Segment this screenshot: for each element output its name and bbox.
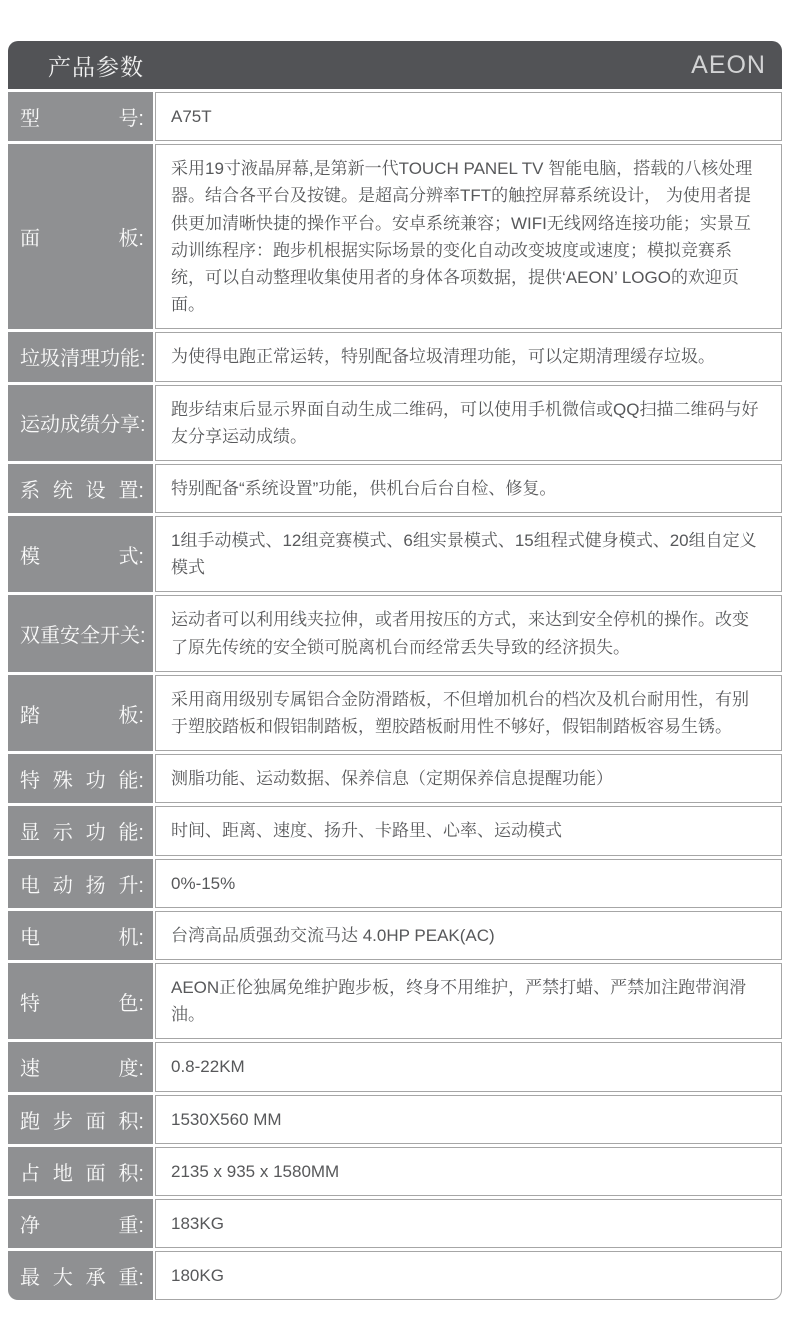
spec-row — [8, 385, 782, 461]
spec-value-cell — [155, 963, 782, 1039]
spec-row — [8, 332, 782, 381]
spec-value-text: 0%-15% — [171, 873, 236, 893]
spec-label-text: 踏 板: — [20, 704, 144, 727]
spec-label-text: 系 统 设 置: — [20, 479, 144, 502]
spec-value-text: 运动者可以利用线夹拉伸，或者用按压的方式，来达到安全停机的操作。改变了原先传统的安全锁可脱离机台而经常丢失导致的经济损失。 — [171, 610, 749, 657]
spec-value-cell — [155, 859, 782, 908]
spec-value-text: A75T — [171, 107, 212, 126]
spec-value-cell — [155, 1095, 782, 1144]
spec-label-cell — [8, 464, 153, 513]
spec-value-cell — [155, 92, 782, 141]
spec-label-text: 电 动 扬 升: — [20, 874, 144, 897]
spec-label-cell — [8, 595, 153, 671]
spec-value-cell — [155, 806, 782, 855]
spec-row — [8, 92, 782, 141]
spec-label-text: 运 动 成 绩 分 享: — [20, 414, 146, 437]
spec-row — [8, 1199, 782, 1248]
spec-value-text: 采用19寸液晶屏幕,是第新一代TOUCH PANEL TV 智能电脑，搭载的八核处理器。结合各平台及按键。是超高分辨率TFT的触控屏幕系统设计， 为使用者提供更加清晰快捷的操作平台。安卓系统兼容；WIFI无线网络连接功能；实景互动训练程序：跑步机根据实际场景的变化自动改变坡度或速度；模拟竞赛系统，可以自动整理收集使用者的身体各项数据，提供‘AEON’ LOGO的欢迎页面。 — [171, 159, 753, 315]
spec-value-text: AEON正伦独属免维护跑步板，终身不用维护，严禁打蜡、严禁加注跑带润滑油。 — [171, 977, 747, 1025]
spec-row — [8, 963, 782, 1039]
table-header — [8, 41, 782, 89]
spec-row — [8, 859, 782, 908]
spec-row — [8, 464, 782, 513]
spec-value-text: 台湾高品质强劲交流马达 4.0HP PEAK(AC) — [171, 925, 495, 945]
spec-row — [8, 1147, 782, 1196]
spec-value-cell — [155, 516, 782, 592]
spec-label-text: 模 式: — [20, 545, 144, 568]
spec-value-cell — [155, 1147, 782, 1196]
spec-rows — [8, 92, 782, 1300]
spec-label-cell — [8, 385, 153, 461]
spec-value-cell — [155, 595, 782, 671]
spec-label-cell — [8, 1147, 153, 1196]
spec-value-text: 1组手动模式、12组竞赛模式、6组实景模式、15组程式健身模式、20组自定义模式 — [171, 531, 757, 578]
spec-value-text: 为使得电跑正常运转，特别配备垃圾清理功能，可以定期清理缓存垃圾。 — [171, 347, 715, 367]
spec-value-cell — [155, 144, 782, 329]
spec-value-cell — [155, 1042, 782, 1091]
spec-label-cell — [8, 92, 153, 141]
spec-row — [8, 595, 782, 671]
spec-row — [8, 1095, 782, 1144]
spec-label-cell — [8, 144, 153, 329]
spec-label-cell — [8, 332, 153, 381]
brand-logo-text: AEON — [691, 50, 766, 79]
spec-label-text: 显 示 功 能: — [20, 822, 144, 845]
spec-value-text: 180KG — [171, 1266, 224, 1286]
spec-label-text: 垃 圾 清 理 功 能: — [20, 348, 146, 371]
spec-label-text: 型 号: — [20, 108, 144, 131]
spec-value-cell — [155, 911, 782, 960]
spec-row — [8, 1042, 782, 1091]
spec-label-text: 最 大 承 重: — [20, 1267, 144, 1290]
spec-label-text: 面 板: — [20, 228, 144, 251]
spec-value-text: 1530X560 MM — [171, 1109, 282, 1129]
spec-label-cell — [8, 1199, 153, 1248]
spec-value-text: 时间、距离、速度、扬升、卡路里、心率、运动模式 — [171, 821, 562, 841]
spec-label-cell — [8, 754, 153, 803]
spec-label-text: 特 殊 功 能: — [20, 770, 144, 793]
spec-value-cell — [155, 385, 782, 461]
spec-value-text: 采用商用级别专属铝合金防滑踏板，不但增加机台的档次及机台耐用性，有别于塑胶踏板和假铝制踏板，塑胶踏板耐用性不够好，假铝制踏板容易生锈。 — [171, 689, 749, 736]
spec-label-text: 电 机: — [20, 926, 144, 949]
spec-label-cell — [8, 675, 153, 751]
spec-value-text: 0.8-22KM — [171, 1057, 245, 1077]
spec-value-text: 跑步结束后显示界面自动生成二维码，可以使用手机微信或QQ扫描二维码与好友分享运动成绩。 — [171, 399, 759, 446]
spec-row — [8, 675, 782, 751]
spec-label-text: 净 重: — [20, 1214, 144, 1237]
spec-label-text: 速 度: — [20, 1058, 144, 1081]
spec-label-text: 特 色: — [20, 992, 144, 1015]
spec-value-cell — [155, 464, 782, 513]
spec-value-text: 测脂功能、运动数据、保养信息（定期保养信息提醒功能） — [171, 769, 613, 789]
spec-label-cell — [8, 516, 153, 592]
spec-label-cell — [8, 1251, 153, 1300]
spec-value-text: 特别配备“系统设置”功能，供机台后台自检、修复。 — [171, 478, 557, 498]
spec-label-cell — [8, 1042, 153, 1091]
spec-label-cell — [8, 911, 153, 960]
spec-label-text: 双 重 安 全 开 关: — [20, 625, 146, 648]
spec-value-cell — [155, 1199, 782, 1248]
spec-label-text: 跑 步 面 积: — [20, 1110, 144, 1133]
spec-row — [8, 911, 782, 960]
spec-value-cell — [155, 1251, 782, 1300]
spec-row — [8, 144, 782, 329]
spec-value-cell — [155, 754, 782, 803]
spec-label-cell — [8, 859, 153, 908]
spec-row — [8, 516, 782, 592]
spec-row — [8, 806, 782, 855]
page-title: 产品参数 — [48, 53, 144, 80]
spec-row — [8, 754, 782, 803]
spec-label-text: 占 地 面 积: — [20, 1162, 144, 1185]
spec-label-cell — [8, 963, 153, 1039]
spec-value-cell — [155, 332, 782, 381]
spec-value-text: 2135 x 935 x 1580MM — [171, 1161, 340, 1181]
spec-value-cell — [155, 675, 782, 751]
spec-row — [8, 1251, 782, 1300]
spec-table — [8, 41, 782, 1300]
spec-value-text: 183KG — [171, 1213, 224, 1233]
spec-label-cell — [8, 1095, 153, 1144]
spec-label-cell — [8, 806, 153, 855]
